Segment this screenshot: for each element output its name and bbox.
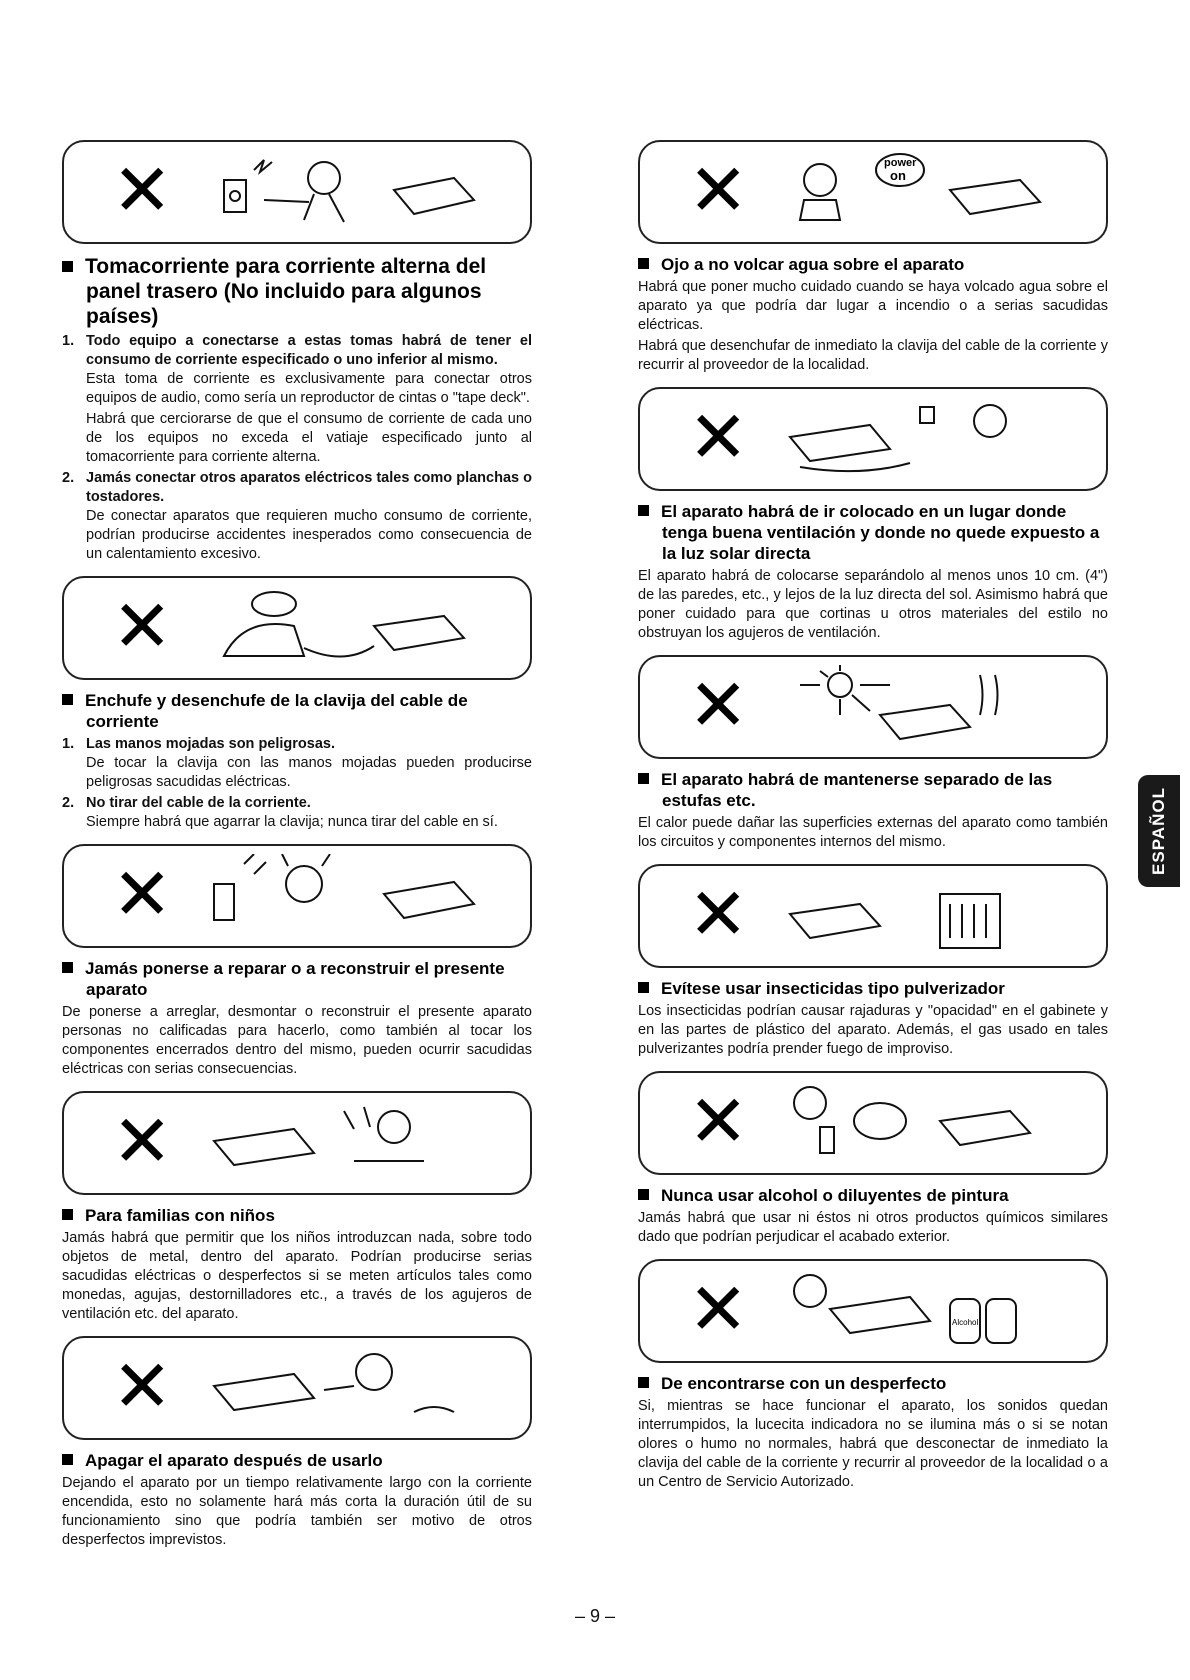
- heater-icon: [780, 874, 1080, 958]
- list-item: [62, 735, 532, 792]
- section-heading: [638, 1185, 1108, 1206]
- item-text: Esta toma de corriente es exclusivamente para conectar otros equipos de audio, como sería un reproductor de cintas o "tape deck".: [86, 371, 532, 406]
- heading-text: Ojo a no volcar agua sobre el aparato: [661, 255, 965, 274]
- bullet-icon: [638, 1377, 649, 1388]
- illustration-wet-hands-warning: [62, 844, 532, 948]
- power-label: power: [884, 157, 917, 169]
- item-heading: Todo equipo a conectarse a estas tomas habrá de tener el consumo de corriente especificado o uno inferior al mismo.: [86, 333, 532, 368]
- illustration-alcohol-warning: [638, 1259, 1108, 1363]
- item-text: Siempre habrá que agarrar la clavija; nunca tirar del cable en sí.: [86, 814, 498, 830]
- prohibited-icon: ✕: [112, 584, 173, 668]
- item-heading: Las manos mojadas son peligrosas.: [86, 736, 335, 752]
- section-text: Habrá que desenchufar de inmediato la clavija del cable de la corriente y recurrir al proveedor de la localidad.: [638, 338, 1108, 373]
- illustration-children-warning: [62, 1336, 532, 1440]
- alcohol-label: Alcohol: [952, 1318, 979, 1327]
- prohibited-icon: ✕: [688, 1079, 749, 1163]
- prohibited-icon: ✕: [112, 148, 173, 232]
- child-icon: [204, 1346, 504, 1430]
- item-heading: Jamás conectar otros aparatos eléctricos tales como planchas o tostadores.: [86, 470, 532, 505]
- item-heading: No tirar del cable de la corriente.: [86, 795, 311, 811]
- bullet-icon: [62, 261, 73, 272]
- bullet-icon: [638, 505, 649, 516]
- item-number: 1.: [62, 736, 75, 752]
- spray-icon: [780, 1081, 1080, 1165]
- illustration-water-warning: [638, 387, 1108, 491]
- prohibited-icon: ✕: [112, 1344, 173, 1428]
- prohibited-icon: ✕: [688, 1267, 749, 1351]
- section-heading: [638, 769, 1108, 811]
- bullet-icon: [638, 773, 649, 784]
- prohibited-icon: ✕: [688, 395, 749, 479]
- list-item: [62, 332, 532, 467]
- illustration-power-on-warning: [638, 140, 1108, 244]
- section-apagar: [62, 1450, 532, 1550]
- right-column: [638, 140, 1108, 1504]
- list-item: [62, 794, 532, 832]
- section-tomacorriente: [62, 254, 532, 564]
- numbered-list: [62, 332, 532, 564]
- illustration-spray-warning: [638, 1071, 1108, 1175]
- bullet-icon: [638, 1189, 649, 1200]
- section-text: Jamás habrá que permitir que los niños introduzcan nada, sobre todo objetos de metal, dentro del aparato. Podrían producirse serias sacudidas eléctricas o desperfectos si se meten artículos tales como monedas, agujas, destornilladores etc., a través de los agujeros de ventilación etc. del aparato.: [62, 1230, 532, 1322]
- item-number: 1.: [62, 333, 75, 349]
- left-column: [62, 140, 532, 1562]
- section-text: Habrá que poner mucho cuidado cuando se haya volcado agua sobre el aparato ya que podría dar lugar a incendio o a serias sacudidas eléctricas.: [638, 279, 1108, 333]
- item-text: De tocar la clavija con las manos mojadas pueden producirse peligrosas sacudidas eléctricas.: [86, 755, 532, 790]
- numbered-list: [62, 735, 532, 832]
- illustration-iron-warning: [62, 576, 532, 680]
- heading-text: Para familias con niños: [85, 1206, 275, 1225]
- prohibited-icon: ✕: [688, 663, 749, 747]
- section-text: Los insecticidas podrían causar rajaduras y "opacidad" en el gabinete y en las partes de plástico del aparato. Además, el gas usado en tales pulverizantes podría prender fuego de improviso.: [638, 1003, 1108, 1057]
- heading-text: Apagar el aparato después de usarlo: [85, 1451, 383, 1470]
- section-insecticidas: [638, 978, 1108, 1059]
- heading-text: El aparato habrá de mantenerse separado de las estufas etc.: [661, 770, 1053, 810]
- prohibited-icon: ✕: [688, 872, 749, 956]
- heading-text: Nunca usar alcohol o diluyentes de pintura: [661, 1186, 1009, 1205]
- section-heading: [62, 690, 532, 732]
- section-heading: [62, 1205, 532, 1226]
- section-text: Dejando el aparato por un tiempo relativamente largo con la corriente encendida, esto no solamente hará más corta la duración útil de su funcionamiento sino que podría también ser motivo de otros desperfectos imprevistos.: [62, 1475, 532, 1548]
- heading-text: Jamás ponerse a reparar o a reconstruir el presente aparato: [85, 959, 505, 999]
- section-heading: [62, 254, 532, 329]
- item-text: Habrá que cerciorarse de que el consumo de corriente de cada uno de los equipos no exceda el vatiaje especificado junto al tomacorriente para corriente alterna.: [86, 411, 532, 465]
- section-heading: [62, 958, 532, 1000]
- bullet-icon: [62, 1454, 73, 1465]
- section-reparar: [62, 958, 532, 1079]
- bullet-icon: [62, 962, 73, 973]
- heading-text: Evítese usar insecticidas tipo pulverizador: [661, 979, 1005, 998]
- list-item: [62, 469, 532, 564]
- illustration-outlet-warning: [62, 140, 532, 244]
- section-agua: [638, 254, 1108, 375]
- item-number: 2.: [62, 470, 75, 486]
- section-heading: [638, 501, 1108, 564]
- section-estufas: [638, 769, 1108, 852]
- section-heading: [638, 1373, 1108, 1394]
- power-on-label: on: [890, 168, 906, 183]
- spilled-water-icon: [780, 397, 1080, 481]
- section-heading: [638, 254, 1108, 275]
- shock-person-icon: [204, 854, 504, 938]
- bullet-icon: [638, 982, 649, 993]
- language-tab: [1138, 775, 1180, 887]
- heading-text: Enchufe y desenchufe de la clavija del cable de corriente: [85, 691, 468, 731]
- prohibited-icon: ✕: [688, 148, 749, 232]
- section-desperfecto: [638, 1373, 1108, 1492]
- section-ninos: [62, 1205, 532, 1324]
- power-on-icon: [780, 150, 1080, 234]
- iron-icon: [204, 586, 504, 670]
- illustration-heater-warning: [638, 864, 1108, 968]
- item-number: 2.: [62, 795, 75, 811]
- section-heading: [638, 978, 1108, 999]
- illustration-repair-warning: [62, 1091, 532, 1195]
- bullet-icon: [62, 694, 73, 705]
- page-number: – 9 –: [574, 1606, 616, 1626]
- section-text: De ponerse a arreglar, desmontar o reconstruir el presente aparato personas no calificadas para hacerlo, como también al tocar los componentes encerrados dentro del mismo, pueden ocurrir sacudidas eléctricas con serias consecuencias.: [62, 1004, 532, 1077]
- sun-icon: [780, 665, 1080, 749]
- section-text: El calor puede dañar las superficies externas del aparato como también los circuitos y componentes internos del mismo.: [638, 815, 1108, 850]
- section-heading: [62, 1450, 532, 1471]
- heading-text: De encontrarse con un desperfecto: [661, 1374, 947, 1393]
- heading-text: Tomacorriente para corriente alterna del panel trasero (No incluido para algunos países): [85, 255, 487, 328]
- bullet-icon: [638, 258, 649, 269]
- alcohol-bottle-icon: [780, 1269, 1080, 1353]
- prohibited-icon: ✕: [112, 852, 173, 936]
- item-text: De conectar aparatos que requieren mucho consumo de corriente, podrían producirse accidentes inesperados como consecuencia de un calentamiento excesivo.: [86, 508, 532, 562]
- illustration-sun-warning: [638, 655, 1108, 759]
- bullet-icon: [62, 1209, 73, 1220]
- section-text: Jamás habrá que usar ni éstos ni otros productos químicos similares dado que podrían perjudicar el acabado exterior.: [638, 1210, 1108, 1245]
- outlet-person-icon: [204, 150, 504, 234]
- section-alcohol: [638, 1185, 1108, 1247]
- section-enchufe: [62, 690, 532, 832]
- language-tab-label: ESPAÑOL: [1149, 787, 1168, 875]
- section-ventilacion: [638, 501, 1108, 643]
- section-text: Si, mientras se hace funcionar el aparato, los sonidos quedan interrumpidos, la lucecita indicadora no se ilumina más o si se notan olores o humo no normales, habrá que desconectar de inmediato la clavija del cable de la corriente y recurrir al proveedor de la localidad o a un Centro de Servicio Autorizado.: [638, 1398, 1108, 1490]
- prohibited-icon: ✕: [112, 1099, 173, 1183]
- heading-text: El aparato habrá de ir colocado en un lugar donde tenga buena ventilación y donde no quede expuesto a la luz solar directa: [661, 502, 1100, 563]
- section-text: El aparato habrá de colocarse separándolo al menos unos 10 cm. (4") de las paredes, etc., y lejos de la luz directa del sol. Asimismo habrá que poner cuidado para que cortinas u otros materiales del estilo no obstruyan los agujeros de ventilación.: [638, 568, 1108, 641]
- repair-icon: [204, 1101, 504, 1185]
